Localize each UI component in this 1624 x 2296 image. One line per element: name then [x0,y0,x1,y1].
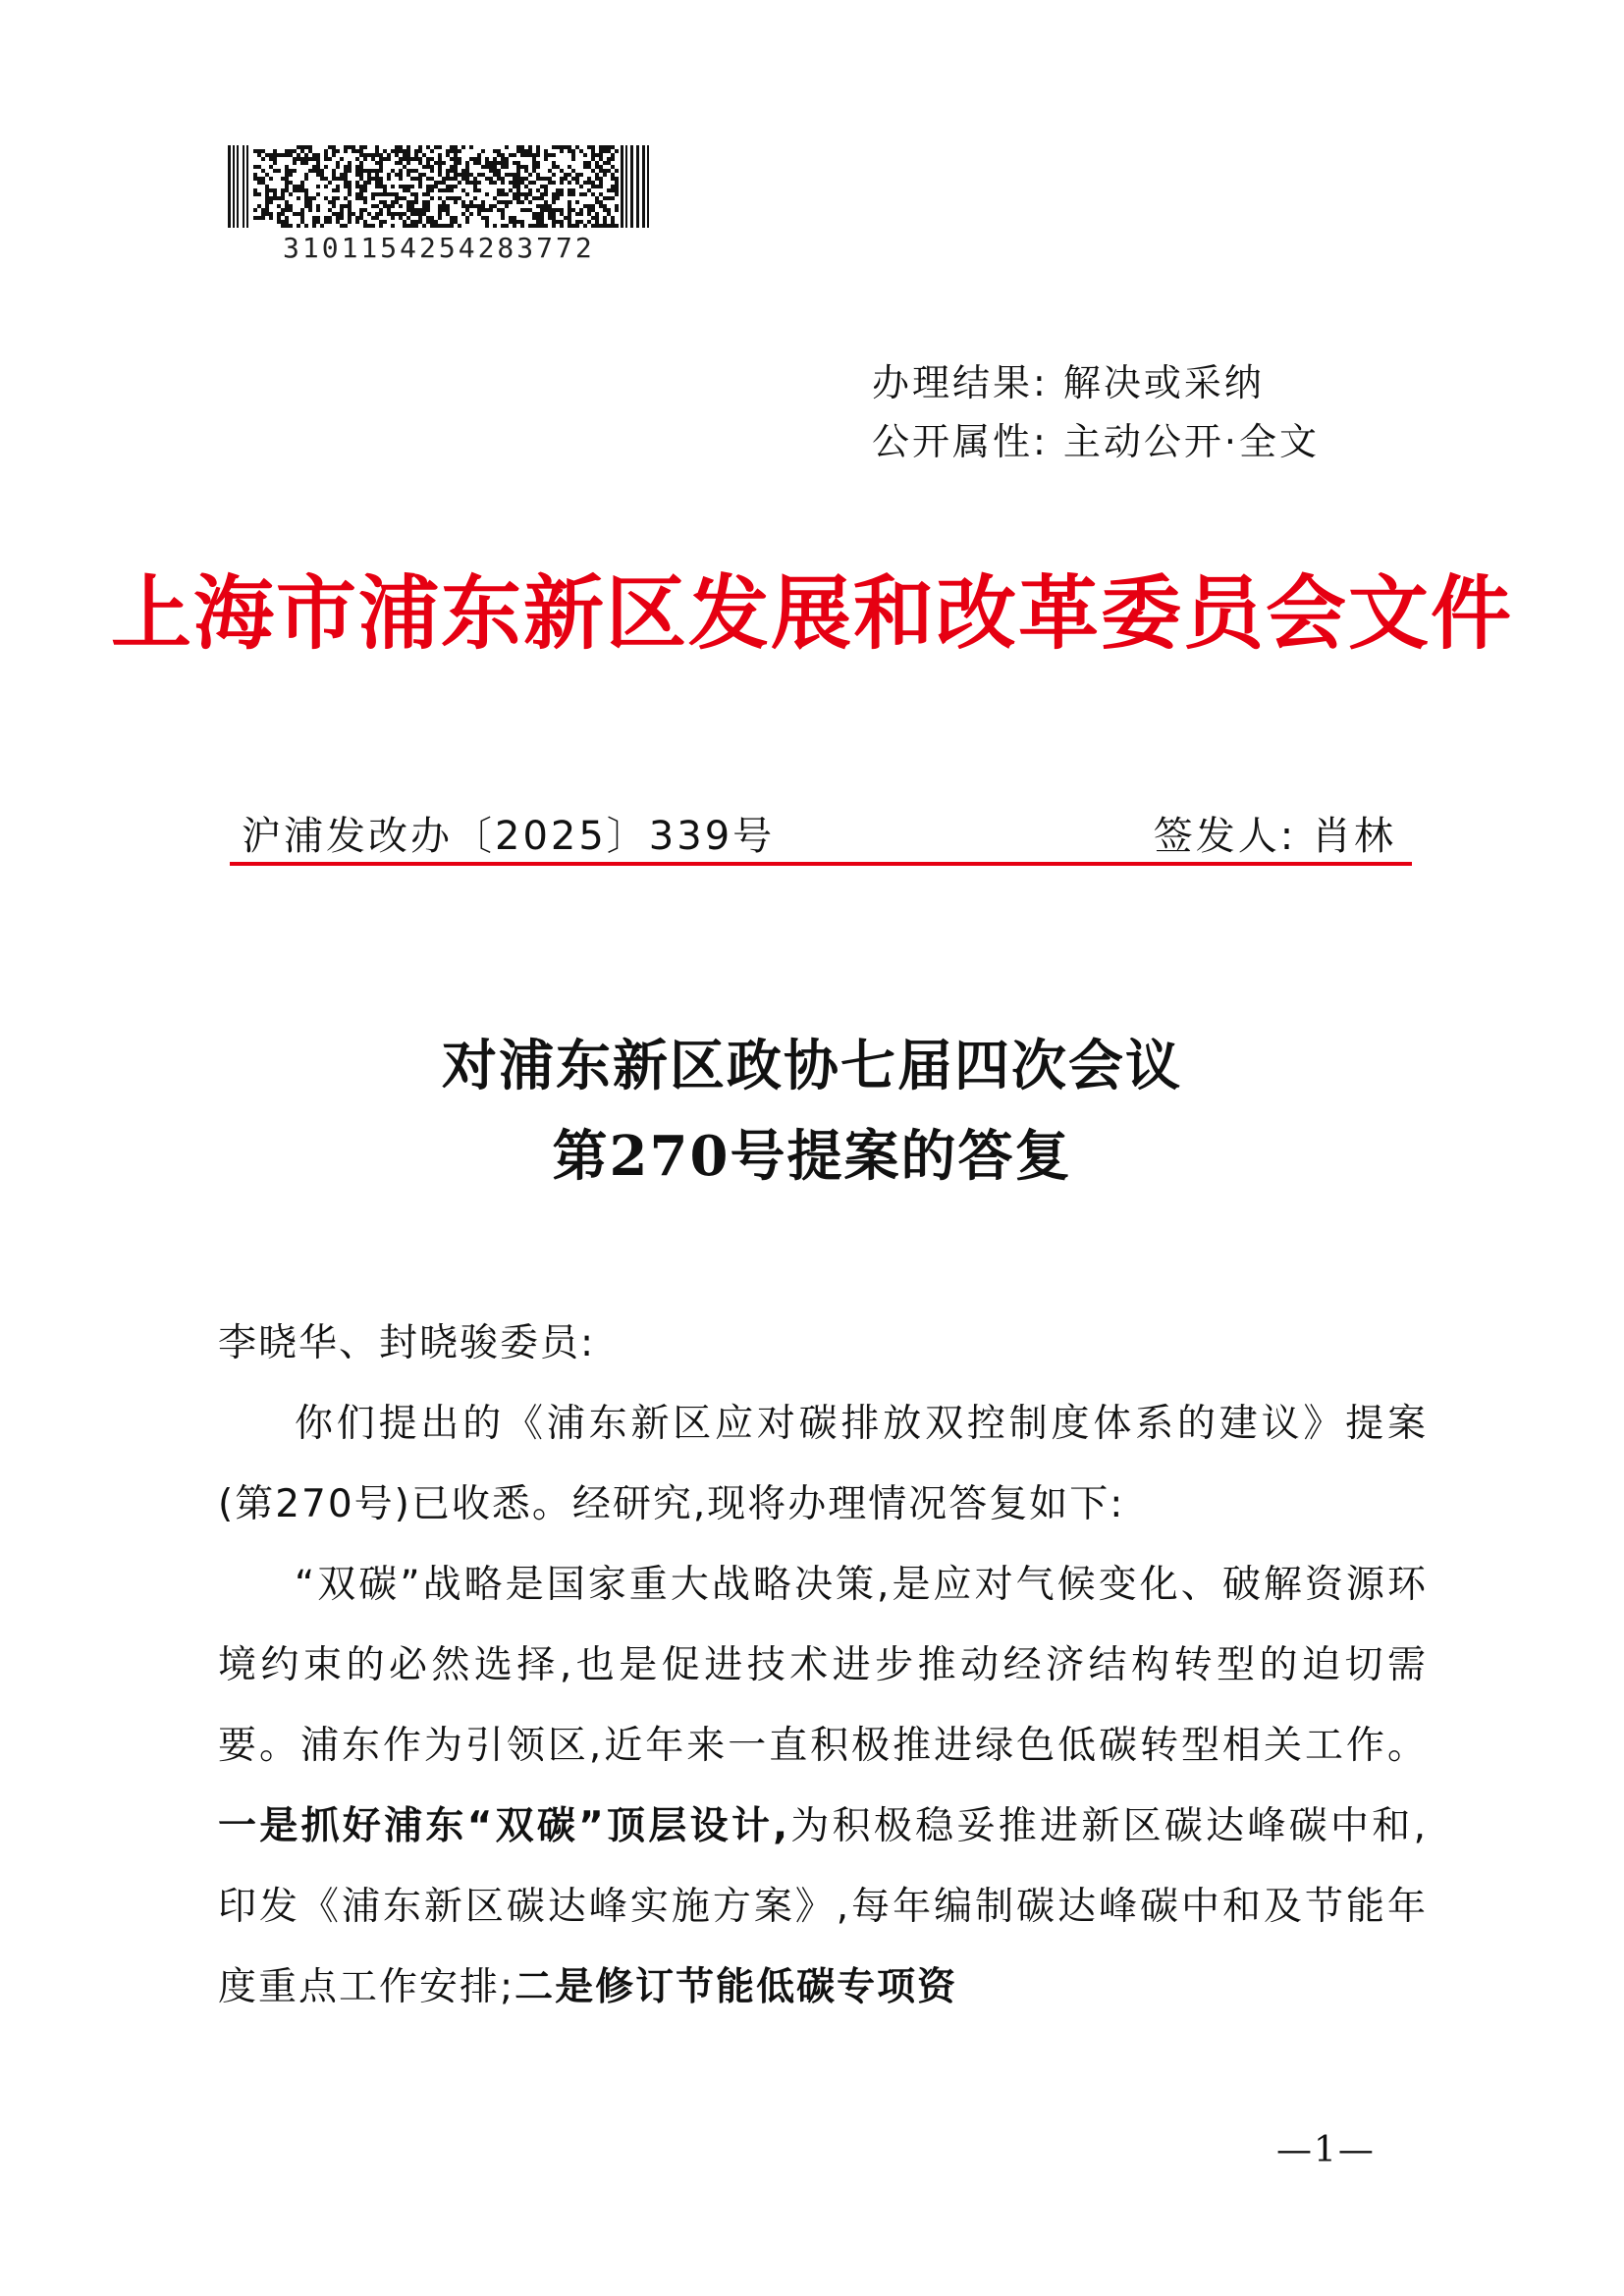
handling-result-label: 办理结果: [872,361,1049,404]
handling-result-value: 解决或采纳 [1062,361,1265,404]
document-body [218,1304,1428,2028]
red-divider-line [230,862,1412,866]
signer [1154,805,1396,861]
paragraph-2 [218,1545,1428,2028]
disclosure-label: 公开属性: [872,420,1049,463]
document-number: 沪浦发改办〔2025〕339号 [242,814,776,859]
disclosure-row [872,412,1320,471]
point-one-text: 为积极稳妥推进新区碳达峰碳中和,印发《浦东新区碳达峰实施方案》,每年编制碳达峰碳中和及节能年度重点工作安排; [218,1804,1428,2009]
paragraph-2-intro: “双碳”战略是国家重大战略决策,是应对气候变化、破解资源环境约束的必然选择,也是促进技术进步推动经济结构转型的迫切需要。浦东作为引领区,近年来一直积极推进绿色低碳转型相关工作。 [218,1563,1428,1768]
title-line-2: 第270号提案的答复 [552,1124,1072,1189]
barcode-image [228,145,650,228]
paragraph-1: 你们提出的《浦东新区应对碳排放双控制度体系的建议》提案(第270号)已收悉。经研究,现将办理情况答复如下: [218,1402,1428,1526]
page-number: —1— [1276,2130,1376,2170]
document-number-line [236,805,1406,864]
salutation: 李晓华、封晓骏委员: [218,1321,596,1365]
document-title [0,1021,1624,1201]
title-line-1: 对浦东新区政协七届四次会议 [442,1034,1182,1098]
barcode-number: 3101154254283772 [283,232,595,264]
signer-name: 肖林 [1312,814,1396,859]
disclosure-value: 主动公开·全文 [1062,420,1320,463]
meta-block [872,353,1320,471]
signer-label: 签发人: [1153,814,1297,859]
point-one-heading: 一是抓好浦东“双碳”顶层设计, [218,1804,790,1848]
issuer-heading: 上海市浦东新区发展和改革委员会文件 [110,566,1513,661]
point-two-heading: 二是修订节能低碳专项资 [514,1965,958,2009]
handling-result-row [872,353,1320,412]
